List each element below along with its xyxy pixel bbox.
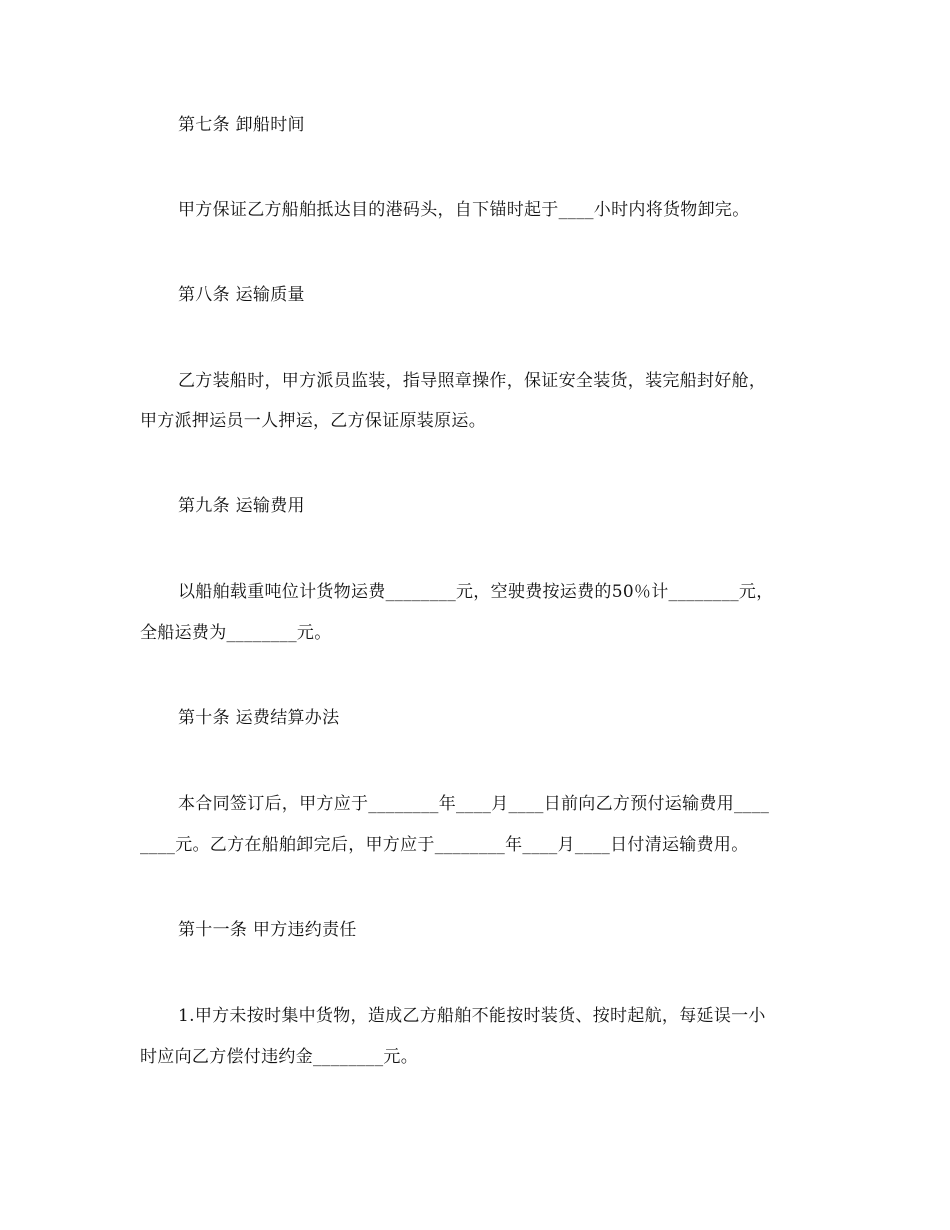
article-11-paragraph-line-1: 1.甲方未按时集中货物，造成乙方船舶不能按时装货、按时起航，每延误一小 xyxy=(178,1006,766,1026)
article-9-paragraph-line-1: 以船舶载重吨位计货物运费________元，空驶费按运费的50％计________元， xyxy=(178,582,774,602)
article-7-paragraph-line-1: 甲方保证乙方船舶抵达目的港码头，自下锚时起于____小时内将货物卸完。 xyxy=(178,200,750,220)
article-8-heading: 第八条 运输质量 xyxy=(178,285,305,305)
article-11-paragraph-line-2: 时应向乙方偿付违约金________元。 xyxy=(140,1047,418,1067)
article-8-paragraph-line-2: 甲方派押运员一人押运，乙方保证原装原运。 xyxy=(140,411,486,431)
article-8-paragraph-line-1: 乙方装船时，甲方派员监装，指导照章操作，保证安全装货，装完船封好舱， xyxy=(178,371,767,391)
article-7-heading: 第七条 卸船时间 xyxy=(178,115,305,135)
article-10-paragraph-line-1: 本合同签订后，甲方应于________年____月____日前向乙方预付运输费用____ xyxy=(178,794,770,814)
article-9-paragraph-line-2: 全船运费为________元。 xyxy=(140,623,332,643)
article-10-paragraph-line-2: ____元。乙方在船舶卸完后，甲方应于________年____月____日付清运输费用。 xyxy=(140,835,749,855)
article-10-heading: 第十条 运费结算办法 xyxy=(178,708,340,728)
article-9-heading: 第九条 运输费用 xyxy=(178,496,305,516)
article-11-heading: 第十一条 甲方违约责任 xyxy=(178,920,357,940)
